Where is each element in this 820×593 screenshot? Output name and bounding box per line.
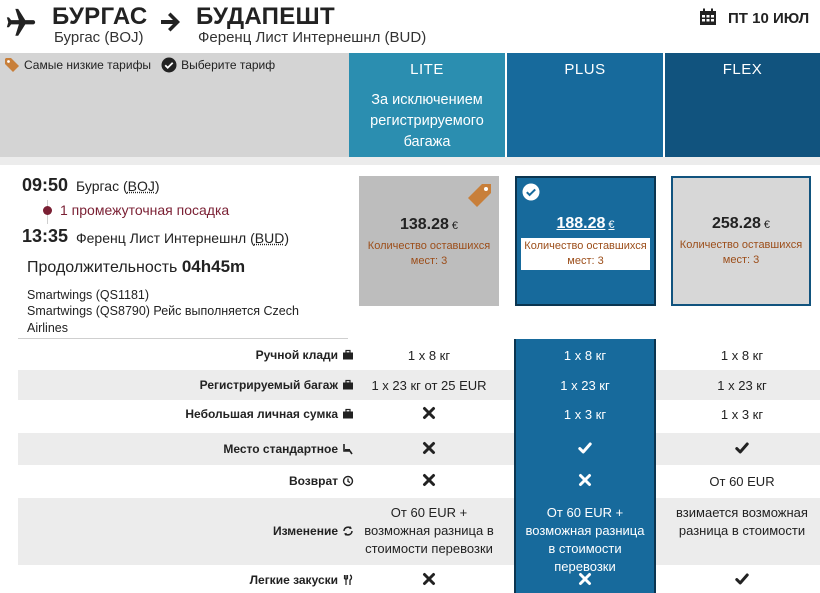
flight-date[interactable]: ПТ 10 ИЮЛ <box>728 10 810 27</box>
feature-label: Ручной клади <box>256 348 354 362</box>
feature-label: Изменение <box>273 524 354 538</box>
feature-cell-lite <box>349 572 509 591</box>
tier-description: За исключением регистрируемого багажа <box>370 92 484 150</box>
airplane-icon <box>4 6 38 40</box>
checkmark-icon <box>578 441 592 455</box>
seats-remaining: Количество оставшихся мест: 3 <box>521 238 650 270</box>
tier-name: PLUS <box>564 61 606 78</box>
details-divider <box>18 338 348 339</box>
feature-label: Небольшая личная сумка <box>185 407 354 421</box>
stop-dot <box>43 206 52 215</box>
calendar-icon <box>699 8 717 26</box>
feature-cell-flex: взимается возможная разница в стоимости <box>676 505 808 538</box>
cross-icon <box>578 572 592 586</box>
feature-cell-lite: 1 x 23 кг от 25 EUR <box>371 378 487 393</box>
arrival-airport: Ференц Лист Интернешнл (BUD) <box>76 230 290 246</box>
legend <box>4 57 275 73</box>
feature-cell-plus: От 60 EUR + возможная разница в стоимости перевозки <box>525 505 645 574</box>
feature-cell-flex <box>667 572 817 591</box>
fare-price: 138.28 € <box>399 216 459 233</box>
feature-cell-lite: 1 x 8 кг <box>407 348 451 363</box>
fare-card-flex[interactable] <box>671 176 811 306</box>
cross-icon <box>578 473 592 487</box>
tier-header-plus <box>507 53 663 157</box>
feature-cell-plus: 1 x 3 кг <box>563 407 607 422</box>
tier-header-flex <box>665 53 820 157</box>
fare-price: 188.28 € <box>556 215 615 232</box>
arrow-right-icon <box>158 10 182 34</box>
destination-airport: Ференц Лист Интернешнл (BUD) <box>198 29 427 46</box>
feature-cell-plus <box>514 572 656 591</box>
price-tag-icon <box>466 183 492 209</box>
feature-cell-plus <box>514 441 656 460</box>
tier-header-lite <box>349 53 505 157</box>
seats-remaining: Количество оставшихся мест: 3 <box>367 240 491 267</box>
fare-price: 258.28 € <box>711 215 771 232</box>
feature-cell-lite <box>349 441 509 460</box>
feature-label: Возврат <box>289 474 354 488</box>
feature-cell-flex: 1 x 23 кг <box>717 378 767 393</box>
checkmark-icon <box>735 572 749 586</box>
tier-name: FLEX <box>722 61 763 78</box>
price-tag-icon <box>4 57 20 73</box>
feature-label: Место стандартное <box>223 442 354 456</box>
fare-card-lite[interactable] <box>359 176 499 306</box>
stops-info[interactable]: 1 промежуточная посадка <box>60 202 230 218</box>
origin-airport: Бургас (BOJ) <box>54 29 144 46</box>
departure-time: 09:50 <box>22 175 69 195</box>
duration: Продолжительность 04h45m <box>27 257 246 276</box>
feature-cell-plus <box>514 473 656 492</box>
cross-icon <box>422 473 436 487</box>
feature-cell-flex: От 60 EUR <box>709 474 775 489</box>
cross-icon <box>422 441 436 455</box>
legend-lowest-fares: Самые низкие тарифы <box>24 58 152 72</box>
feature-cell-flex: 1 x 8 кг <box>720 348 764 363</box>
origin-city: БУРГАС <box>52 3 148 30</box>
header-divider <box>0 157 820 165</box>
legend-choose-fare: Выберите тариф <box>181 58 276 72</box>
carrier-2: Smartwings (QS8790) Рейс выполняется Czech Airlines <box>27 304 299 335</box>
seats-remaining: Количество оставшихся мест: 3 <box>679 239 803 266</box>
feature-cell-flex <box>667 441 817 460</box>
feature-cell-lite <box>349 406 509 425</box>
carrier-1: Smartwings (QS1181) <box>27 288 150 302</box>
check-circle-icon <box>161 57 177 73</box>
feature-cell-plus: 1 x 8 кг <box>563 348 607 363</box>
checkmark-icon <box>735 441 749 455</box>
feature-label: Регистрируемый багаж <box>200 378 354 392</box>
feature-cell-plus: 1 x 23 кг <box>560 378 610 393</box>
tier-name: LITE <box>410 61 444 78</box>
fare-card-plus[interactable] <box>515 176 656 306</box>
destination-city: БУДАПЕШТ <box>196 3 335 30</box>
feature-cell-flex: 1 x 3 кг <box>720 407 764 422</box>
departure-airport: Бургас (BOJ) <box>76 178 160 194</box>
arrival-time: 13:35 <box>22 226 69 246</box>
cross-icon <box>422 406 436 420</box>
route-header <box>0 0 820 53</box>
feature-cell-lite <box>349 473 509 492</box>
cross-icon <box>422 572 436 586</box>
feature-label: Легкие закуски <box>250 573 354 587</box>
check-circle-icon <box>522 183 540 201</box>
feature-cell-lite: От 60 EUR + возможная разница в стоимости перевозки <box>364 505 494 556</box>
